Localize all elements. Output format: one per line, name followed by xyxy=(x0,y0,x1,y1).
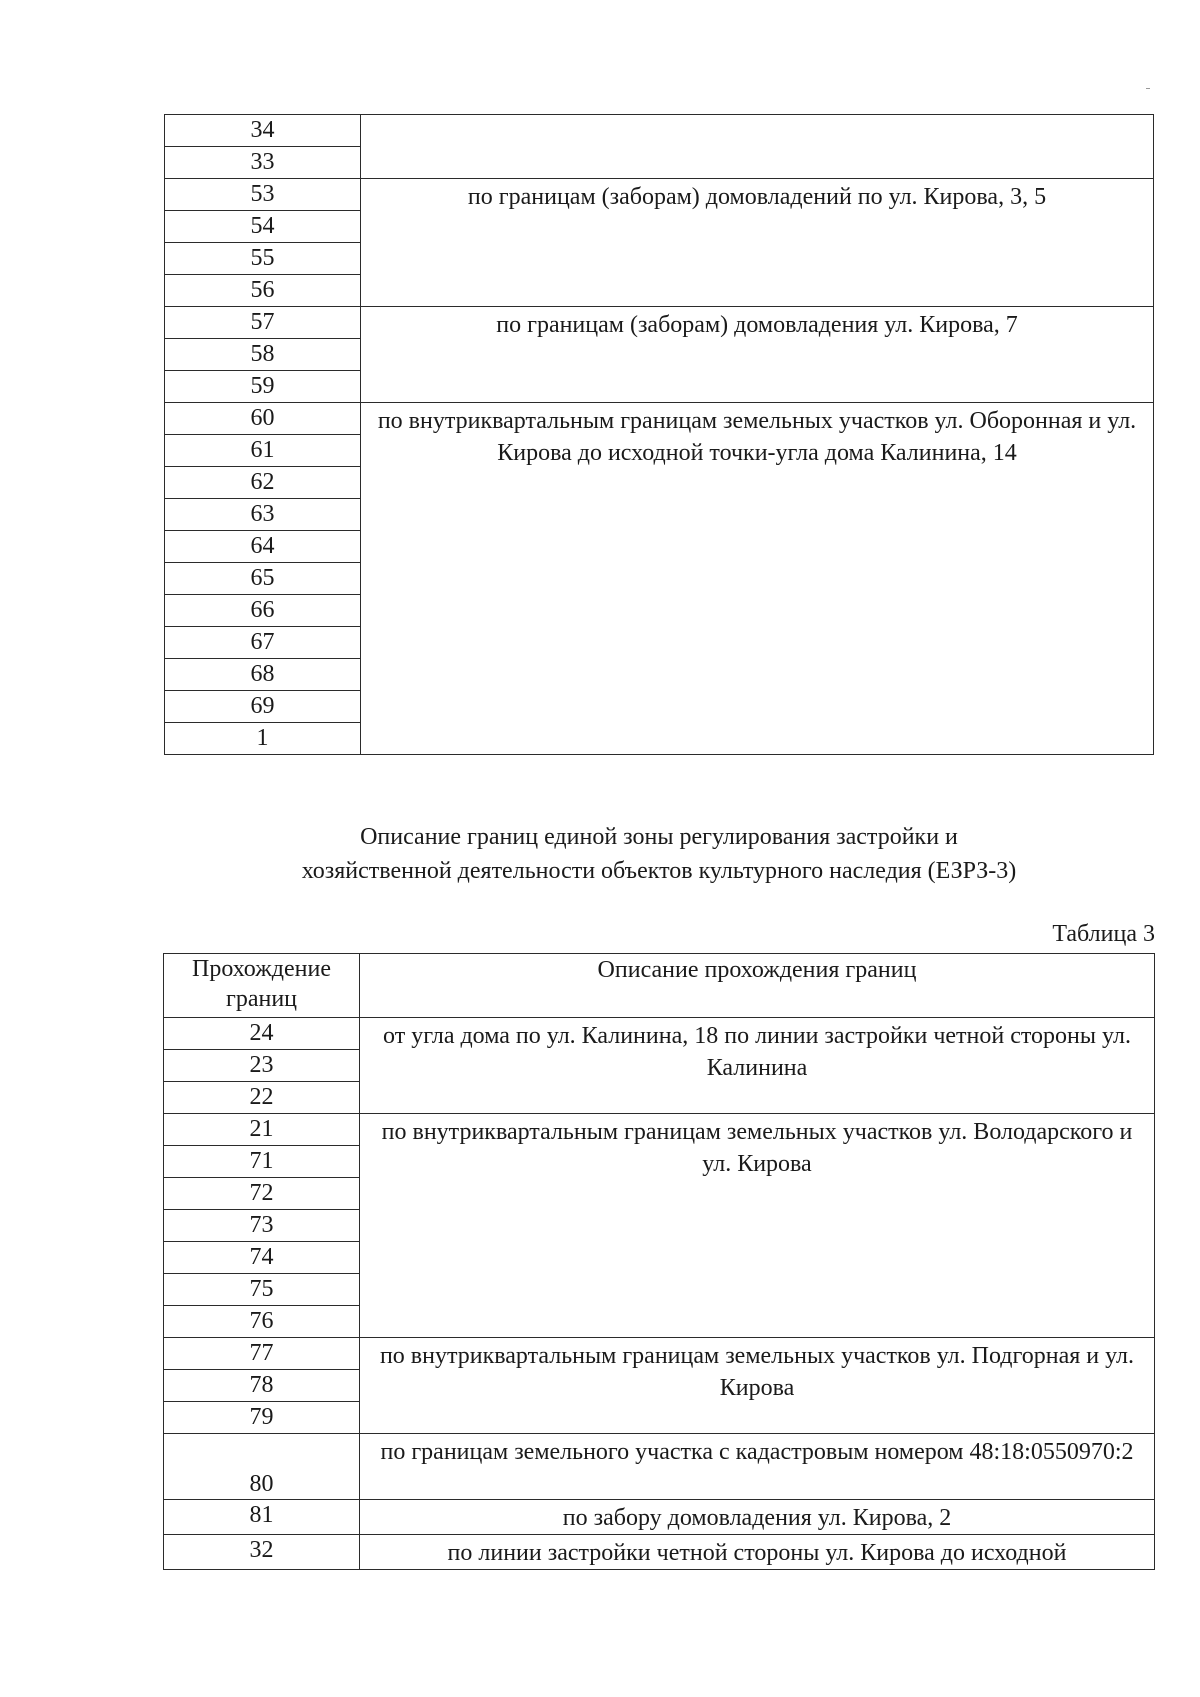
point-number: 75 xyxy=(164,1274,360,1306)
point-number: 65 xyxy=(165,563,361,595)
boundary-description: по границам (заборам) домовладений по ул. Кирова, 3, 5 xyxy=(361,179,1154,307)
point-number: 71 xyxy=(164,1146,360,1178)
point-number: 79 xyxy=(164,1402,360,1434)
point-number: 54 xyxy=(165,211,361,243)
point-number: 73 xyxy=(164,1210,360,1242)
header-description: Описание прохождения границ xyxy=(360,954,1155,1018)
point-number: 58 xyxy=(165,339,361,371)
table-row xyxy=(165,179,1154,211)
point-number: 62 xyxy=(165,467,361,499)
point-number: 33 xyxy=(165,147,361,179)
table-3-body xyxy=(164,1018,1155,1570)
point-number: 81 xyxy=(164,1500,360,1535)
point-number: 24 xyxy=(164,1018,360,1050)
table-row xyxy=(164,1114,1155,1146)
boundary-description: по внутриквартальным границам земельных участков ул. Володарского и ул. Кирова xyxy=(360,1114,1155,1338)
table-row xyxy=(164,1338,1155,1370)
boundary-description: по внутриквартальным границам земельных участков ул. Подгорная и ул. Кирова xyxy=(360,1338,1155,1434)
table-row xyxy=(164,1535,1155,1570)
boundary-description: по забору домовладения ул. Кирова, 2 xyxy=(360,1500,1155,1535)
section-heading-line-2: хозяйственной деятельности объектов культурного наследия (ЕЗРЗ-3) xyxy=(301,858,1017,884)
table-caption: Таблица 3 xyxy=(1052,921,1155,947)
boundary-description xyxy=(361,115,1154,179)
boundary-table-body xyxy=(165,115,1154,755)
boundary-description: по границам (заборам) домовладения ул. Кирова, 7 xyxy=(361,307,1154,403)
point-number: 74 xyxy=(164,1242,360,1274)
header-points: Прохождение границ xyxy=(164,954,360,1018)
point-number: 56 xyxy=(165,275,361,307)
table-row xyxy=(164,1434,1155,1500)
table-3 xyxy=(163,953,1155,1570)
point-number: 67 xyxy=(165,627,361,659)
point-number: 34 xyxy=(165,115,361,147)
section-heading-line-1: Описание границ единой зоны регулирования застройки и xyxy=(360,824,958,850)
point-number: 64 xyxy=(165,531,361,563)
point-number: 22 xyxy=(164,1082,360,1114)
point-number: 57 xyxy=(165,307,361,339)
point-number: 55 xyxy=(165,243,361,275)
table-row xyxy=(165,403,1154,435)
boundary-description: по внутриквартальным границам земельных участков ул. Оборонная и ул. Кирова до исходной точки-угла дома Калинина, 14 xyxy=(361,403,1154,755)
point-number: 76 xyxy=(164,1306,360,1338)
table-row xyxy=(164,1018,1155,1050)
point-number: 53 xyxy=(165,179,361,211)
table-header-row xyxy=(164,954,1155,1018)
point-number: 77 xyxy=(164,1338,360,1370)
point-number: 72 xyxy=(164,1178,360,1210)
point-number: 60 xyxy=(165,403,361,435)
point-number: 32 xyxy=(164,1535,360,1570)
boundary-description: по линии застройки четной стороны ул. Кирова до исходной xyxy=(360,1535,1155,1570)
point-number: 23 xyxy=(164,1050,360,1082)
point-number: 80 xyxy=(164,1434,360,1500)
point-number: 21 xyxy=(164,1114,360,1146)
point-number: 61 xyxy=(165,435,361,467)
point-number: 69 xyxy=(165,691,361,723)
point-number: 66 xyxy=(165,595,361,627)
table-row xyxy=(164,1500,1155,1535)
scan-mark xyxy=(1146,88,1150,89)
table-row xyxy=(165,307,1154,339)
boundary-description: от угла дома по ул. Калинина, 18 по линии застройки четной стороны ул. Калинина xyxy=(360,1018,1155,1114)
boundary-description: по границам земельного участка с кадастровым номером 48:18:0550970:2 xyxy=(360,1434,1155,1500)
point-number: 63 xyxy=(165,499,361,531)
point-number: 1 xyxy=(165,723,361,755)
boundary-table-continued xyxy=(164,114,1154,755)
point-number: 59 xyxy=(165,371,361,403)
point-number: 68 xyxy=(165,659,361,691)
point-number: 78 xyxy=(164,1370,360,1402)
table-row xyxy=(165,115,1154,147)
